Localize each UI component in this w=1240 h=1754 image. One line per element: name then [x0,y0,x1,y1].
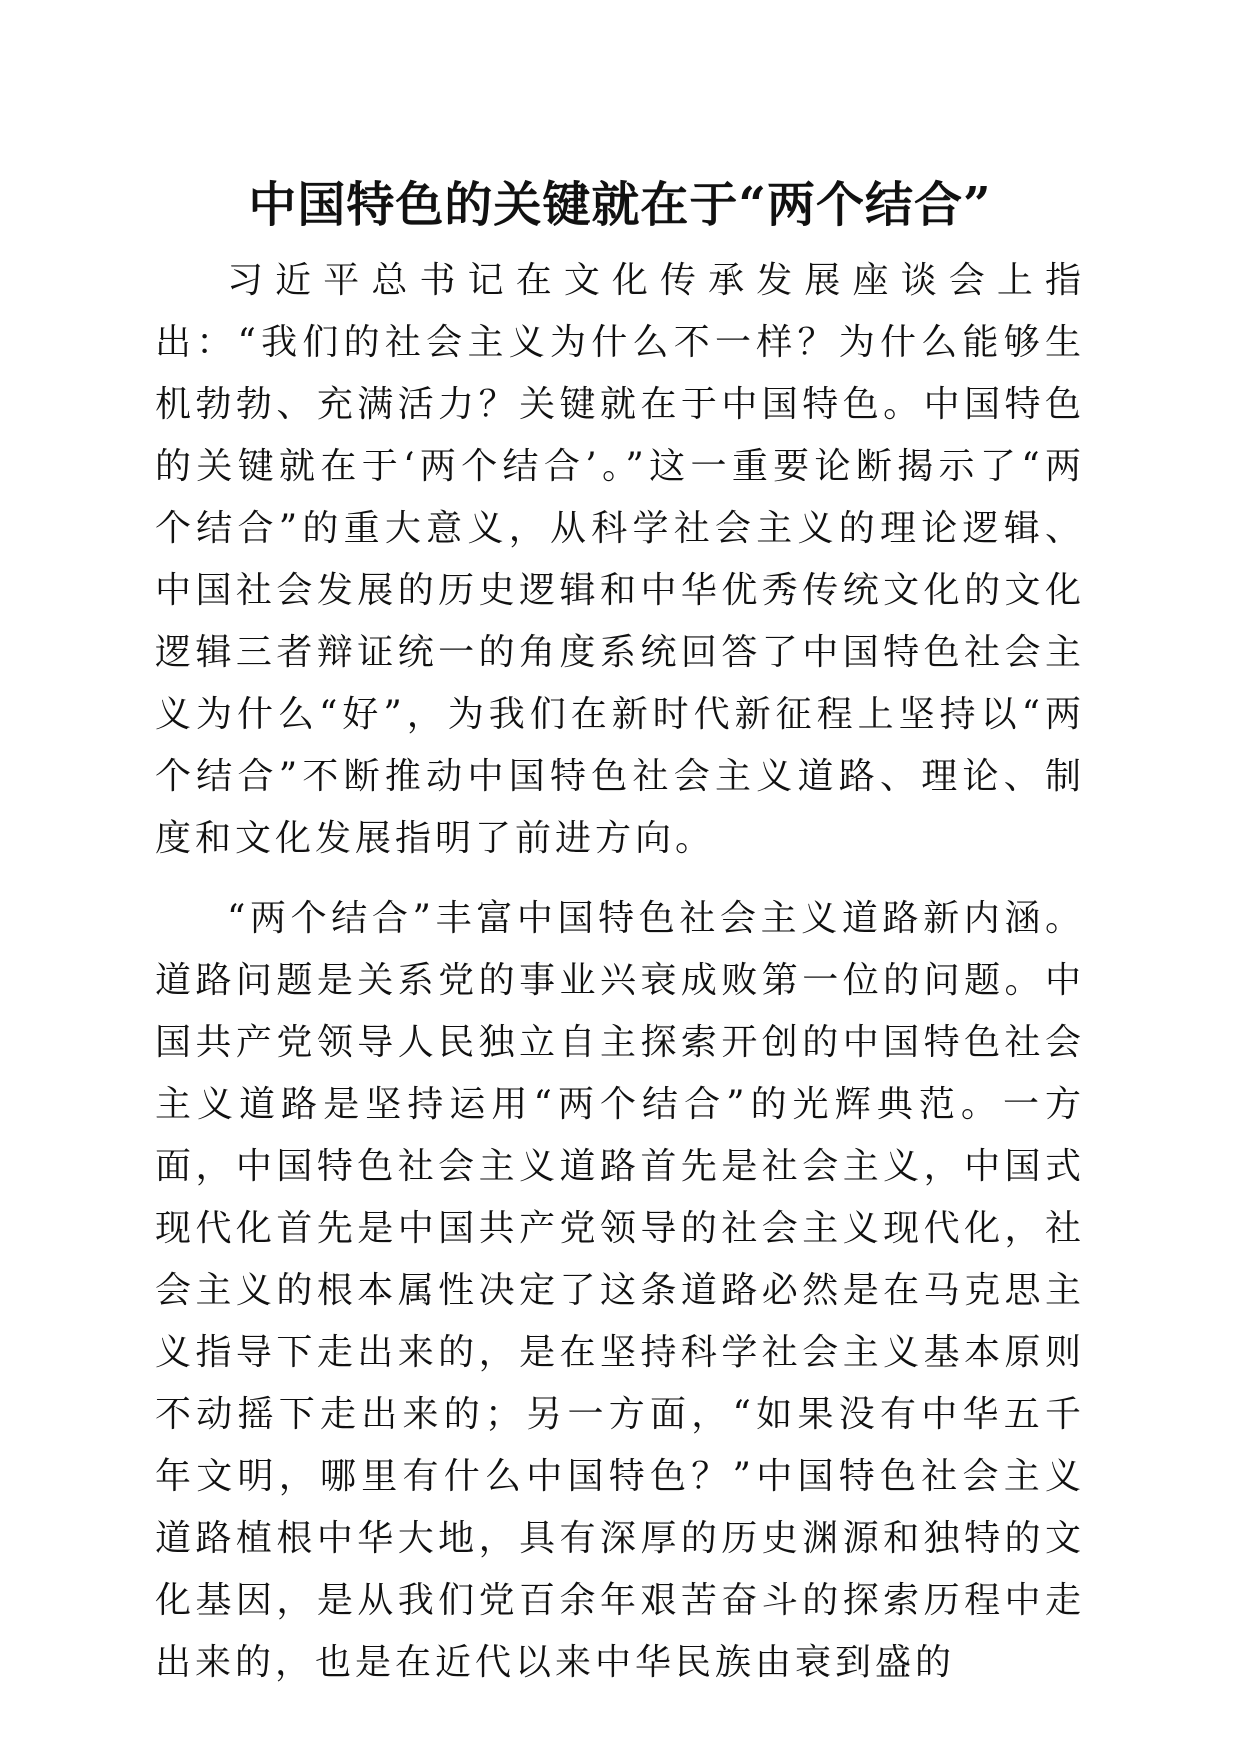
document-body [155,250,1085,1712]
document-title: 中国特色的关键就在于“两个结合” [248,177,992,233]
paragraph-1: 习近平总书记在文化传承发展座谈会上指出：“我们的社会主义为什么不一样？为什么能够生机勃勃、充满活力？关键就在于中国特色。中国特色的关键就在于‘两个结合’。”这一重要论断揭示了“两个结合”的重大意义，从科学社会主义的理论逻辑、中国社会发展的历史逻辑和中华优秀传统文化的文化逻辑三者辩证统一的角度系统回答了中国特色社会主义为什么“好”，为我们在新时代新征程上坚持以“两个结合”不断推动中国特色社会主义道路、理论、制度和文化发展指明了前进方向。 [155,260,1085,859]
paragraph-2: “两个结合”丰富中国特色社会主义道路新内涵。道路问题是关系党的事业兴衰成败第一位的问题。中国共产党领导人民独立自主探索开创的中国特色社会主义道路是坚持运用“两个结合”的光辉典范。一方面，中国特色社会主义道路首先是社会主义，中国式现代化首先是中国共产党领导的社会主义现代化，社会主义的根本属性决定了这条道路必然是在马克思主义指导下走出来的，是在坚持科学社会主义基本原则不动摇下走出来的；另一方面，“如果没有中华五千年文明，哪里有什么中国特色？”中国特色社会主义道路植根中华大地，具有深厚的历史渊源和独特的文化基因，是从我们党百余年艰苦奋斗的探索历程中走出来的，也是在近代以来中华民族由衰到盛的 [155,898,1085,1683]
